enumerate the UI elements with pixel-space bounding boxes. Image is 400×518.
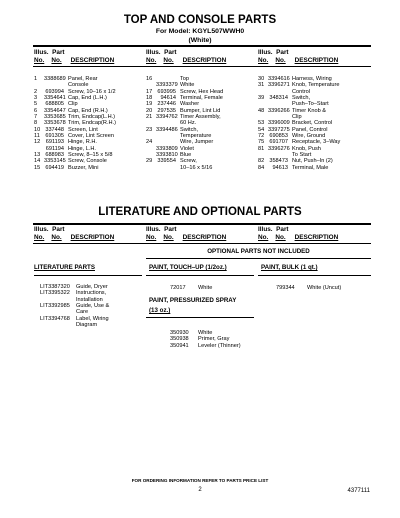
lit-column-header-group-3 (258, 226, 338, 241)
part-description: Buzzer, Mini (68, 164, 99, 171)
part-description: Receptacle, 3–Way (292, 139, 341, 146)
part-description: Installation (76, 296, 103, 303)
optional-parts-rule (146, 258, 371, 259)
part-description: Primer, Gray (198, 336, 230, 343)
part-number: 350941 (170, 342, 189, 349)
paint-touchup-title: PAINT, TOUCH–UP (1/2oz.) (149, 264, 227, 271)
description-header: DESCRIPTION (70, 56, 115, 64)
part-number: 693995 (157, 88, 176, 95)
paint-spray-size: (13 oz.) (149, 307, 171, 314)
part-number: 688805 (45, 101, 64, 108)
part-no-header: No. (275, 233, 286, 241)
part-number: 3394762 (156, 114, 178, 121)
illus-number: 12 (34, 139, 41, 146)
literature-row (40, 322, 140, 328)
illus-no-header: No. (34, 56, 45, 64)
part-description: Cap, End (L.H.) (68, 95, 107, 102)
ordering-note: FOR ORDERING INFORMATION REFER TO PARTS PRICE LIST (131, 478, 269, 483)
description-header: DESCRIPTION (182, 233, 227, 241)
part-number: 691707 (269, 139, 288, 146)
part-description: To Start (292, 152, 312, 159)
part-description: Label, Wiring (76, 315, 109, 322)
part-number: 358473 (269, 158, 288, 165)
part-description: Wire, Ground (292, 133, 326, 140)
part-number: 3397275 (268, 126, 290, 133)
model-color: (White) (188, 37, 212, 44)
part-number: 3393379 (156, 82, 178, 89)
illus-header: Illus. (146, 49, 161, 56)
paint-touchup-rule (146, 275, 254, 276)
part-number: LIT3392985 (40, 303, 70, 310)
part-description: Screw, 10–16 x 1/2 (68, 88, 116, 95)
illus-number: 29 (146, 158, 153, 165)
document-number: 4377111 (347, 488, 370, 494)
column-header-group-3 (258, 49, 338, 64)
lit-header-rule-top (33, 223, 371, 225)
part-number: 3394486 (156, 126, 178, 133)
part-description: Temperature (180, 133, 212, 140)
part-description: Nut, Push–In (2) (292, 158, 333, 165)
part-description: Diagram (76, 322, 98, 329)
part-description: Console (68, 82, 89, 89)
part-description: Top (180, 76, 190, 82)
part-description: Blue (180, 152, 192, 159)
part-number: 3396271 (268, 82, 290, 89)
part-number: 691193 (45, 139, 64, 146)
literature-row (276, 285, 372, 291)
illus-number: 30 (258, 76, 265, 82)
description-header: DESCRIPTION (294, 56, 339, 64)
illus-no-header: No. (146, 233, 157, 241)
literature-parts-rule (34, 275, 142, 276)
part-description: Washer (180, 101, 200, 108)
part-no-header: No. (51, 56, 62, 64)
part-description: White (198, 285, 213, 291)
paint-bulk-list (276, 285, 372, 291)
part-description: Cap, End (R.H.) (68, 107, 108, 114)
part-number: 3354647 (44, 107, 66, 114)
illus-number: 3 (34, 95, 38, 102)
illus-number (146, 165, 156, 171)
part-no-header: No. (163, 233, 174, 241)
part-number: 3353685 (44, 114, 66, 121)
part-number: LIT3395322 (40, 290, 70, 297)
illus-header: Illus. (258, 49, 273, 56)
part-description: Harness, Wiring (292, 76, 332, 82)
parts-list-column-3 (258, 76, 372, 171)
part-header: Part (276, 226, 289, 233)
literature-parts-title: LITERATURE PARTS (34, 264, 95, 271)
part-header: Part (164, 226, 177, 233)
illus-header: Illus. (258, 226, 273, 233)
parts-row (34, 165, 142, 171)
illus-number: 82 (258, 158, 265, 165)
header-rule-top (33, 45, 371, 47)
header-rule-bottom (33, 66, 371, 67)
illus-number: 17 (146, 88, 153, 95)
part-description: Switch, (292, 95, 311, 102)
part-number: 3393809 (156, 145, 178, 152)
paint-spray-list (170, 330, 254, 349)
part-header: Part (164, 49, 177, 56)
part-header: Part (52, 49, 65, 56)
part-description: White (Uncut) (307, 285, 342, 291)
part-description: Clip (68, 101, 78, 108)
part-number: 3388689 (44, 76, 66, 82)
part-number: 691305 (45, 133, 64, 140)
part-description: Screw, (180, 158, 197, 165)
illus-header: Illus. (34, 226, 49, 233)
part-description: Bracket, Control (292, 120, 333, 127)
illus-number: 1 (34, 76, 38, 82)
illus-number: 21 (146, 114, 153, 121)
illus-number: 48 (258, 107, 265, 114)
part-description: Wire, Jumper (180, 139, 214, 146)
part-no-header: No. (275, 56, 286, 64)
part-description: Guide, Use & (76, 303, 110, 310)
part-number: 3353678 (44, 120, 66, 127)
part-description: Screw, 8–15 x 5/8 (68, 152, 113, 159)
part-description: Leveler (Thinner) (198, 342, 241, 349)
part-number: 94613 (272, 164, 288, 171)
illus-number: 84 (258, 164, 265, 171)
part-description: Instructions, (76, 290, 107, 297)
lit-column-header-group-2 (146, 226, 226, 241)
paint-spray-rule (146, 317, 254, 318)
part-description: Guide, Dryer (76, 284, 108, 290)
part-description: Timer Knob & (292, 107, 326, 114)
illus-number: 81 (258, 145, 265, 152)
illus-number: 72 (258, 133, 265, 140)
description-header: DESCRIPTION (182, 56, 227, 64)
part-description: 60 Hz. (180, 120, 197, 127)
illus-number: 10 (34, 126, 41, 133)
illus-number: 53 (258, 120, 265, 127)
part-number: 3396276 (268, 145, 290, 152)
part-description: Screen, Lint (68, 126, 98, 133)
part-description: Clip (292, 114, 302, 121)
part-description: Panel, Rear (68, 76, 98, 82)
part-number (40, 322, 76, 328)
part-description: White (180, 82, 195, 89)
part-number: 693994 (45, 88, 64, 95)
part-description: Terminal, Female (180, 95, 223, 102)
literature-row (170, 285, 250, 291)
part-number: 3354641 (44, 95, 66, 102)
paint-spray-title: PAINT, PRESSURIZED SPRAY (149, 297, 237, 304)
paint-bulk-title: PAINT, BULK (1 qt.) (261, 264, 318, 271)
illus-no-header: No. (258, 233, 269, 241)
illus-number: 2 (34, 88, 38, 95)
parts-row (146, 165, 254, 171)
illus-number: 18 (146, 95, 153, 102)
part-description: Trim, Endcap(R.H.) (68, 120, 116, 127)
illus-number: 23 (146, 126, 153, 133)
part-number: 3353145 (44, 158, 66, 165)
part-number: 691194 (45, 145, 64, 152)
description-header: DESCRIPTION (70, 233, 115, 241)
part-description: Cover, Lint Screen (68, 133, 115, 140)
illus-number: 24 (146, 139, 153, 146)
part-description: Terminal, Male (292, 164, 329, 171)
part-number: 94614 (160, 95, 176, 102)
illus-number: 15 (34, 164, 41, 171)
part-description: Knob, Temperature (292, 82, 340, 89)
illus-number: 11 (34, 133, 40, 140)
part-number: 72017 (170, 285, 186, 291)
part-number: 3396009 (268, 120, 290, 127)
part-number: 297535 (157, 107, 176, 114)
part-number: 688983 (45, 152, 64, 159)
part-number: 3396266 (268, 107, 290, 114)
illus-header: Illus. (146, 226, 161, 233)
literature-parts-list (40, 284, 140, 328)
part-description: Hinge, R.H. (68, 139, 97, 146)
part-description: Screw, Console (68, 158, 107, 165)
model-number: For Model: KGYL507WWH0 (155, 28, 245, 35)
illus-header: Illus. (34, 49, 49, 56)
literature-title: LITERATURE AND OPTIONAL PARTS (98, 206, 302, 218)
illus-number: 14 (34, 158, 41, 165)
illus-number: 5 (34, 101, 38, 108)
part-header: Part (52, 226, 65, 233)
parts-list-column-1 (34, 76, 142, 171)
part-number: 339554 (157, 158, 176, 165)
part-description: Screw, Hex Head (180, 88, 224, 95)
page-number: 2 (198, 487, 202, 493)
part-description: White (198, 330, 213, 336)
part-number: 348314 (269, 95, 288, 102)
part-number: LIT3394768 (40, 315, 70, 322)
illus-number: 75 (258, 139, 265, 146)
paint-touchup-list (170, 285, 250, 291)
part-description: Control (292, 88, 311, 95)
part-number (156, 165, 180, 171)
part-description: Push–To–Start (292, 101, 329, 108)
part-description: Trim, Endcap(L.H.) (68, 114, 116, 121)
part-number: 799344 (276, 285, 295, 291)
parts-row (258, 165, 372, 171)
illus-number: 20 (146, 107, 153, 114)
illus-no-header: No. (258, 56, 269, 64)
part-header: Part (276, 49, 289, 56)
description-header: DESCRIPTION (294, 233, 339, 241)
part-no-header: No. (51, 233, 62, 241)
part-description: Panel, Control (292, 126, 328, 133)
part-description: Bumper, Lint Lid (180, 107, 221, 114)
part-description: Timer Assembly, (180, 114, 221, 121)
illus-number: 16 (146, 76, 153, 82)
illus-number: 6 (34, 107, 38, 114)
part-no-header: No. (163, 56, 174, 64)
lit-column-header-group-1 (34, 226, 114, 241)
part-number: 337448 (45, 126, 64, 133)
illus-number: 54 (258, 126, 265, 133)
part-number: LIT3387320 (40, 284, 70, 290)
paint-bulk-rule (258, 275, 371, 276)
part-number: 3393810 (156, 152, 178, 159)
illus-number: 13 (34, 152, 41, 159)
column-header-group-1 (34, 49, 114, 64)
part-description: Hinge, L.H. (68, 145, 96, 152)
illus-number: 19 (146, 101, 153, 108)
part-description: 10–16 x 5/16 (180, 164, 213, 171)
part-number: 237446 (157, 101, 176, 108)
illus-no-header: No. (34, 233, 45, 241)
part-description: Switch, (180, 126, 199, 133)
page-title: TOP AND CONSOLE PARTS (123, 14, 277, 26)
part-number: 694419 (45, 164, 64, 171)
part-description: Knob, Push (292, 145, 321, 152)
illus-number: 31 (258, 82, 265, 89)
part-description: Care (76, 309, 89, 316)
lit-header-rule-bottom (33, 243, 371, 244)
part-number: 690853 (269, 133, 288, 140)
part-number: 3394616 (268, 76, 290, 82)
illus-number: 7 (34, 114, 38, 121)
column-header-group-2 (146, 49, 226, 64)
illus-no-header: No. (146, 56, 157, 64)
optional-parts-header: OPTIONAL PARTS NOT INCLUDED (207, 248, 310, 255)
parts-list-column-2 (146, 76, 254, 171)
part-description: Violet (180, 145, 194, 152)
literature-row (170, 343, 254, 349)
illus-number: 8 (34, 120, 38, 127)
part-number: 350930 (170, 330, 189, 336)
part-number: 350938 (170, 336, 189, 343)
illus-number: 39 (258, 95, 265, 102)
